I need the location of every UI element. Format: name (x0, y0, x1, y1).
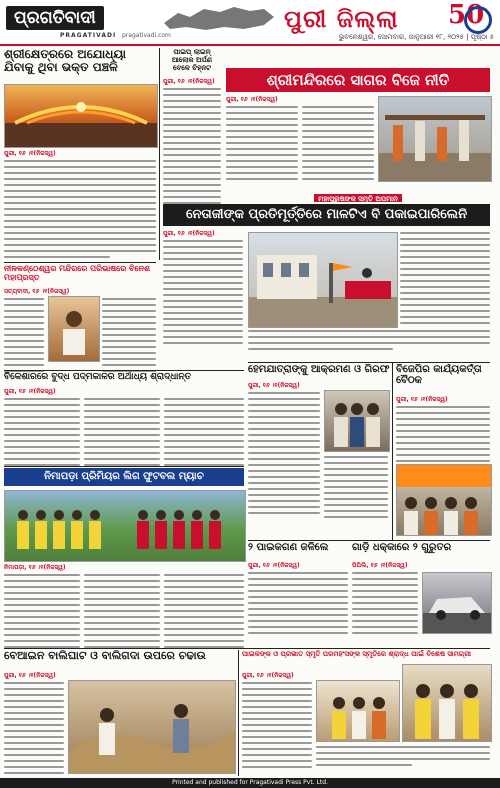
section-divider (248, 362, 490, 363)
story-3-byline: ପୁରୀ, ୧୬ ।୧(ନିଜସ୍ୱ) (226, 96, 278, 103)
anniversary-logo (440, 2, 496, 32)
story-6-headline[interactable]: ବିକେଶାରରେ ବୁଦ୍ଧ ପଦ୍ମକାଳର ଅର୍ଥାଧ୍ୟ ଶ୍ରାଦ୍ଧାନ୍ତ (4, 372, 192, 382)
statue-protest-illustration (249, 233, 397, 327)
story-13-body-col-2 (316, 746, 490, 770)
column-divider (392, 362, 393, 540)
story-13-photo-2 (402, 664, 492, 742)
story-9-body-col-2 (84, 574, 160, 652)
story-8-byline: ପୁରୀ, ୧୬ ।୧(ନିଜସ୍ୱ) (396, 396, 448, 403)
crashed-car-illustration (423, 573, 491, 633)
ritual-illustration (49, 297, 99, 361)
story-5-body-col-1 (4, 298, 44, 376)
story-7-photo (324, 390, 390, 452)
anniversary-ring-icon (464, 6, 492, 34)
odisha-map-icon (160, 3, 278, 33)
story-8-headline[interactable]: ବିଜେପିର କାର୍ଯ୍ୟକର୍ତ୍ତା ବୈଠକ (396, 364, 482, 387)
story-4-kicker: ମହାପୁରୁଷଙ୍କ ସ୍ମୃତି ଅପମାନ (314, 194, 402, 202)
story-12-body-col-1 (4, 682, 64, 778)
masthead (0, 0, 500, 46)
story-9-headline[interactable]: ନିମାପଡ଼ା ପ୍ରିମିୟର ଲିଗ ଫୁଟବଲ ମ୍ୟାଚ (44, 471, 204, 482)
story-12-photo (68, 680, 236, 774)
temple-festival-illustration (5, 85, 157, 147)
section-divider (4, 648, 490, 649)
column-divider (238, 650, 239, 776)
story-9-byline: ନିମାପଡ଼ା, ୧୬ ।୧(ନିଜସ୍ୱ) (4, 564, 66, 571)
story-9-headline-banner (4, 468, 244, 486)
story-8-photo (396, 464, 492, 536)
group-portrait-illustration (403, 665, 491, 741)
dateline: ଭୁବନେଶ୍ୱର, ସୋମବାର, ଜାନୁଆରୀ ୧୮, ୨୦୨୫ | ପୃଷ୍ଠା ୫ (338, 33, 494, 41)
story-9-photo (4, 490, 246, 562)
story-7-byline: ପୁରୀ, ୧୬ ।୧(ନିଜସ୍ୱ) (248, 382, 300, 389)
story-10-headline-box (248, 542, 348, 560)
story-2-headline[interactable]: ପାଇପ୍ ଲାଇନ୍ ଆଲୋକ ଅର୍ପଣ ବେଳେ ଚିହ୍ନଟ (171, 48, 213, 72)
story-7-headline[interactable]: ହେମଯାତ୍ରାଙ୍କୁ ଆକ୍ରମଣ ଓ ଗିରଫ (248, 364, 390, 375)
story-6-body-col-2 (84, 398, 160, 470)
story-11-headline-box (352, 542, 490, 560)
story-5-photo (48, 296, 100, 362)
story-6-body-col-1 (4, 398, 80, 470)
section-divider (4, 262, 156, 263)
story-3-body-col-1 (226, 106, 298, 184)
section-divider (248, 540, 490, 541)
story-4-body-col-1 (163, 240, 243, 348)
story-4-headline[interactable]: ନେତାଜୀଙ୍କ ପ୍ରତିମୂର୍ତ୍ତିରେ ମାଳଟିଏ ବି ପକାଇପାରିଲେନି (185, 207, 468, 222)
story-6-headline-box (4, 372, 244, 386)
story-3-headline[interactable]: ଶ୍ରୀମନ୍ଦିରରେ ସାଗର ବିଜେ ନୀତି (266, 71, 450, 89)
story-11-headline[interactable]: ଗାଡ଼ି ଧକ୍କାରେ ୨ ଗୁରୁତର (352, 542, 452, 553)
section-divider (4, 370, 244, 371)
story-9-body-col-1 (4, 574, 80, 652)
story-3-body-col-2 (302, 106, 374, 184)
story-7-body-col-1 (248, 392, 320, 518)
anniversary-number: 50 (448, 0, 485, 30)
ceremony-illustration (317, 681, 399, 741)
story-10-body (248, 572, 348, 638)
story-13-byline: ପୁରୀ, ୧୬ ।୧(ନିଜସ୍ୱ) (242, 672, 294, 679)
story-1-body-text (4, 160, 156, 262)
story-4-kicker-box (226, 186, 490, 202)
story-4-byline: ପୁରୀ, ୧୬ ।୧(ନିଜସ୍ୱ) (163, 230, 215, 237)
story-6-byline: ପୁରୀ, ୧୬ ।୧(ନିଜସ୍ୱ) (4, 388, 56, 395)
story-12-headline[interactable]: ବେଆଇନ ବାଲିଘାଟ ଓ ବାଲିଗଦା ଉପରେ ଚଢାଉ (4, 650, 206, 662)
story-13-headline[interactable]: ପାଇକଙ୍କ ଓ ପ୍ରଭାତ ସ୍ମୃତି ପରମହଂସଙ୍କ ସ୍ମୃତିରେ ଶ୍ରାଦ୍ଧ ପାଇଁ ବିଶେଷ ସାମଗ୍ରୀ (242, 650, 472, 658)
story-11-byline: ପିପିଲି, ୧୬ ।୧(ନିଜସ୍ୱ) (352, 562, 408, 569)
party-meeting-illustration (397, 465, 491, 535)
story-4-photo (248, 232, 398, 328)
story-3-headline-banner (226, 68, 490, 92)
newspaper-logo-latin: PRAGATIVADI (60, 32, 117, 39)
story-11-body-col-1 (352, 572, 418, 638)
story-11-photo (422, 572, 492, 634)
story-1-byline: ପୁରୀ, ୧୬ ।୧(ନିଜସ୍ୱ) (4, 150, 56, 157)
story-8-headline-box (396, 364, 490, 394)
story-3-photo (378, 96, 492, 182)
story-4-headline-banner (163, 204, 490, 226)
story-5-byline: ସତ୍ୟବାଦୀ, ୧୬ ।୧(ନିଜସ୍ୱ) (4, 288, 70, 295)
story-1-headline-box (4, 48, 156, 82)
sand-mining-raid-illustration (69, 681, 235, 773)
website-url: pragativadi.com (122, 32, 171, 39)
story-4-body-bottom (248, 330, 490, 354)
story-13-body-col-1 (242, 682, 312, 772)
story-4-body-col-2 (400, 232, 490, 328)
story-6-body-col-3 (164, 398, 244, 470)
story-1-headline[interactable]: ଶ୍ରୀକ୍ଷେତ୍ରରେ ଅଯୋଧ୍ୟା ଯିବାକୁ ଥିବା ଭକ୍ତ ପଞ୍ଚଳି (4, 48, 126, 75)
story-13-photo-1 (316, 680, 400, 742)
story-2-byline: ପୁରୀ, ୧୬ ।୧(ନିଜସ୍ୱ) (163, 78, 215, 85)
story-10-byline: ପୁରୀ, ୧୬ ।୧(ନିଜସ୍ୱ) (248, 562, 300, 569)
procession-illustration (379, 97, 491, 181)
story-5-headline-box (4, 264, 156, 288)
story-10-headline[interactable]: ୨ ପାଇକଗଣ ଜଳିଲେ (248, 542, 329, 553)
district-title: ପୁରୀ ଜିଲ୍ଲା (284, 4, 399, 33)
section-divider (4, 466, 244, 467)
column-divider (159, 48, 160, 260)
newspaper-logo[interactable]: ପ୍ରଗତିବାଦୀ (6, 6, 104, 30)
story-5-body-col-2 (102, 298, 156, 376)
football-teams-illustration (5, 491, 245, 561)
story-8-body-col-1 (396, 406, 490, 466)
story-9-body-col-3 (164, 574, 244, 652)
story-12-headline-box (4, 650, 234, 670)
story-12-byline: ପୁରୀ, ୧୬ ।୧(ନିଜସ୍ୱ) (4, 672, 56, 679)
accused-group-illustration (325, 391, 389, 451)
story-2-headline-box (163, 48, 221, 78)
footer-imprint: Printed and published for Pragativadi Press Pvt. Ltd. (0, 778, 500, 788)
story-1-photo (4, 84, 158, 148)
story-7-body-col-2 (324, 456, 388, 522)
story-5-headline[interactable]: ନୀଳକଣ୍ଠେଶ୍ୱର ମନ୍ଦିରରେ ପରିଭାଷରେ ବିନେଶ ମହାପ୍ରସ୍ତ (4, 264, 150, 282)
